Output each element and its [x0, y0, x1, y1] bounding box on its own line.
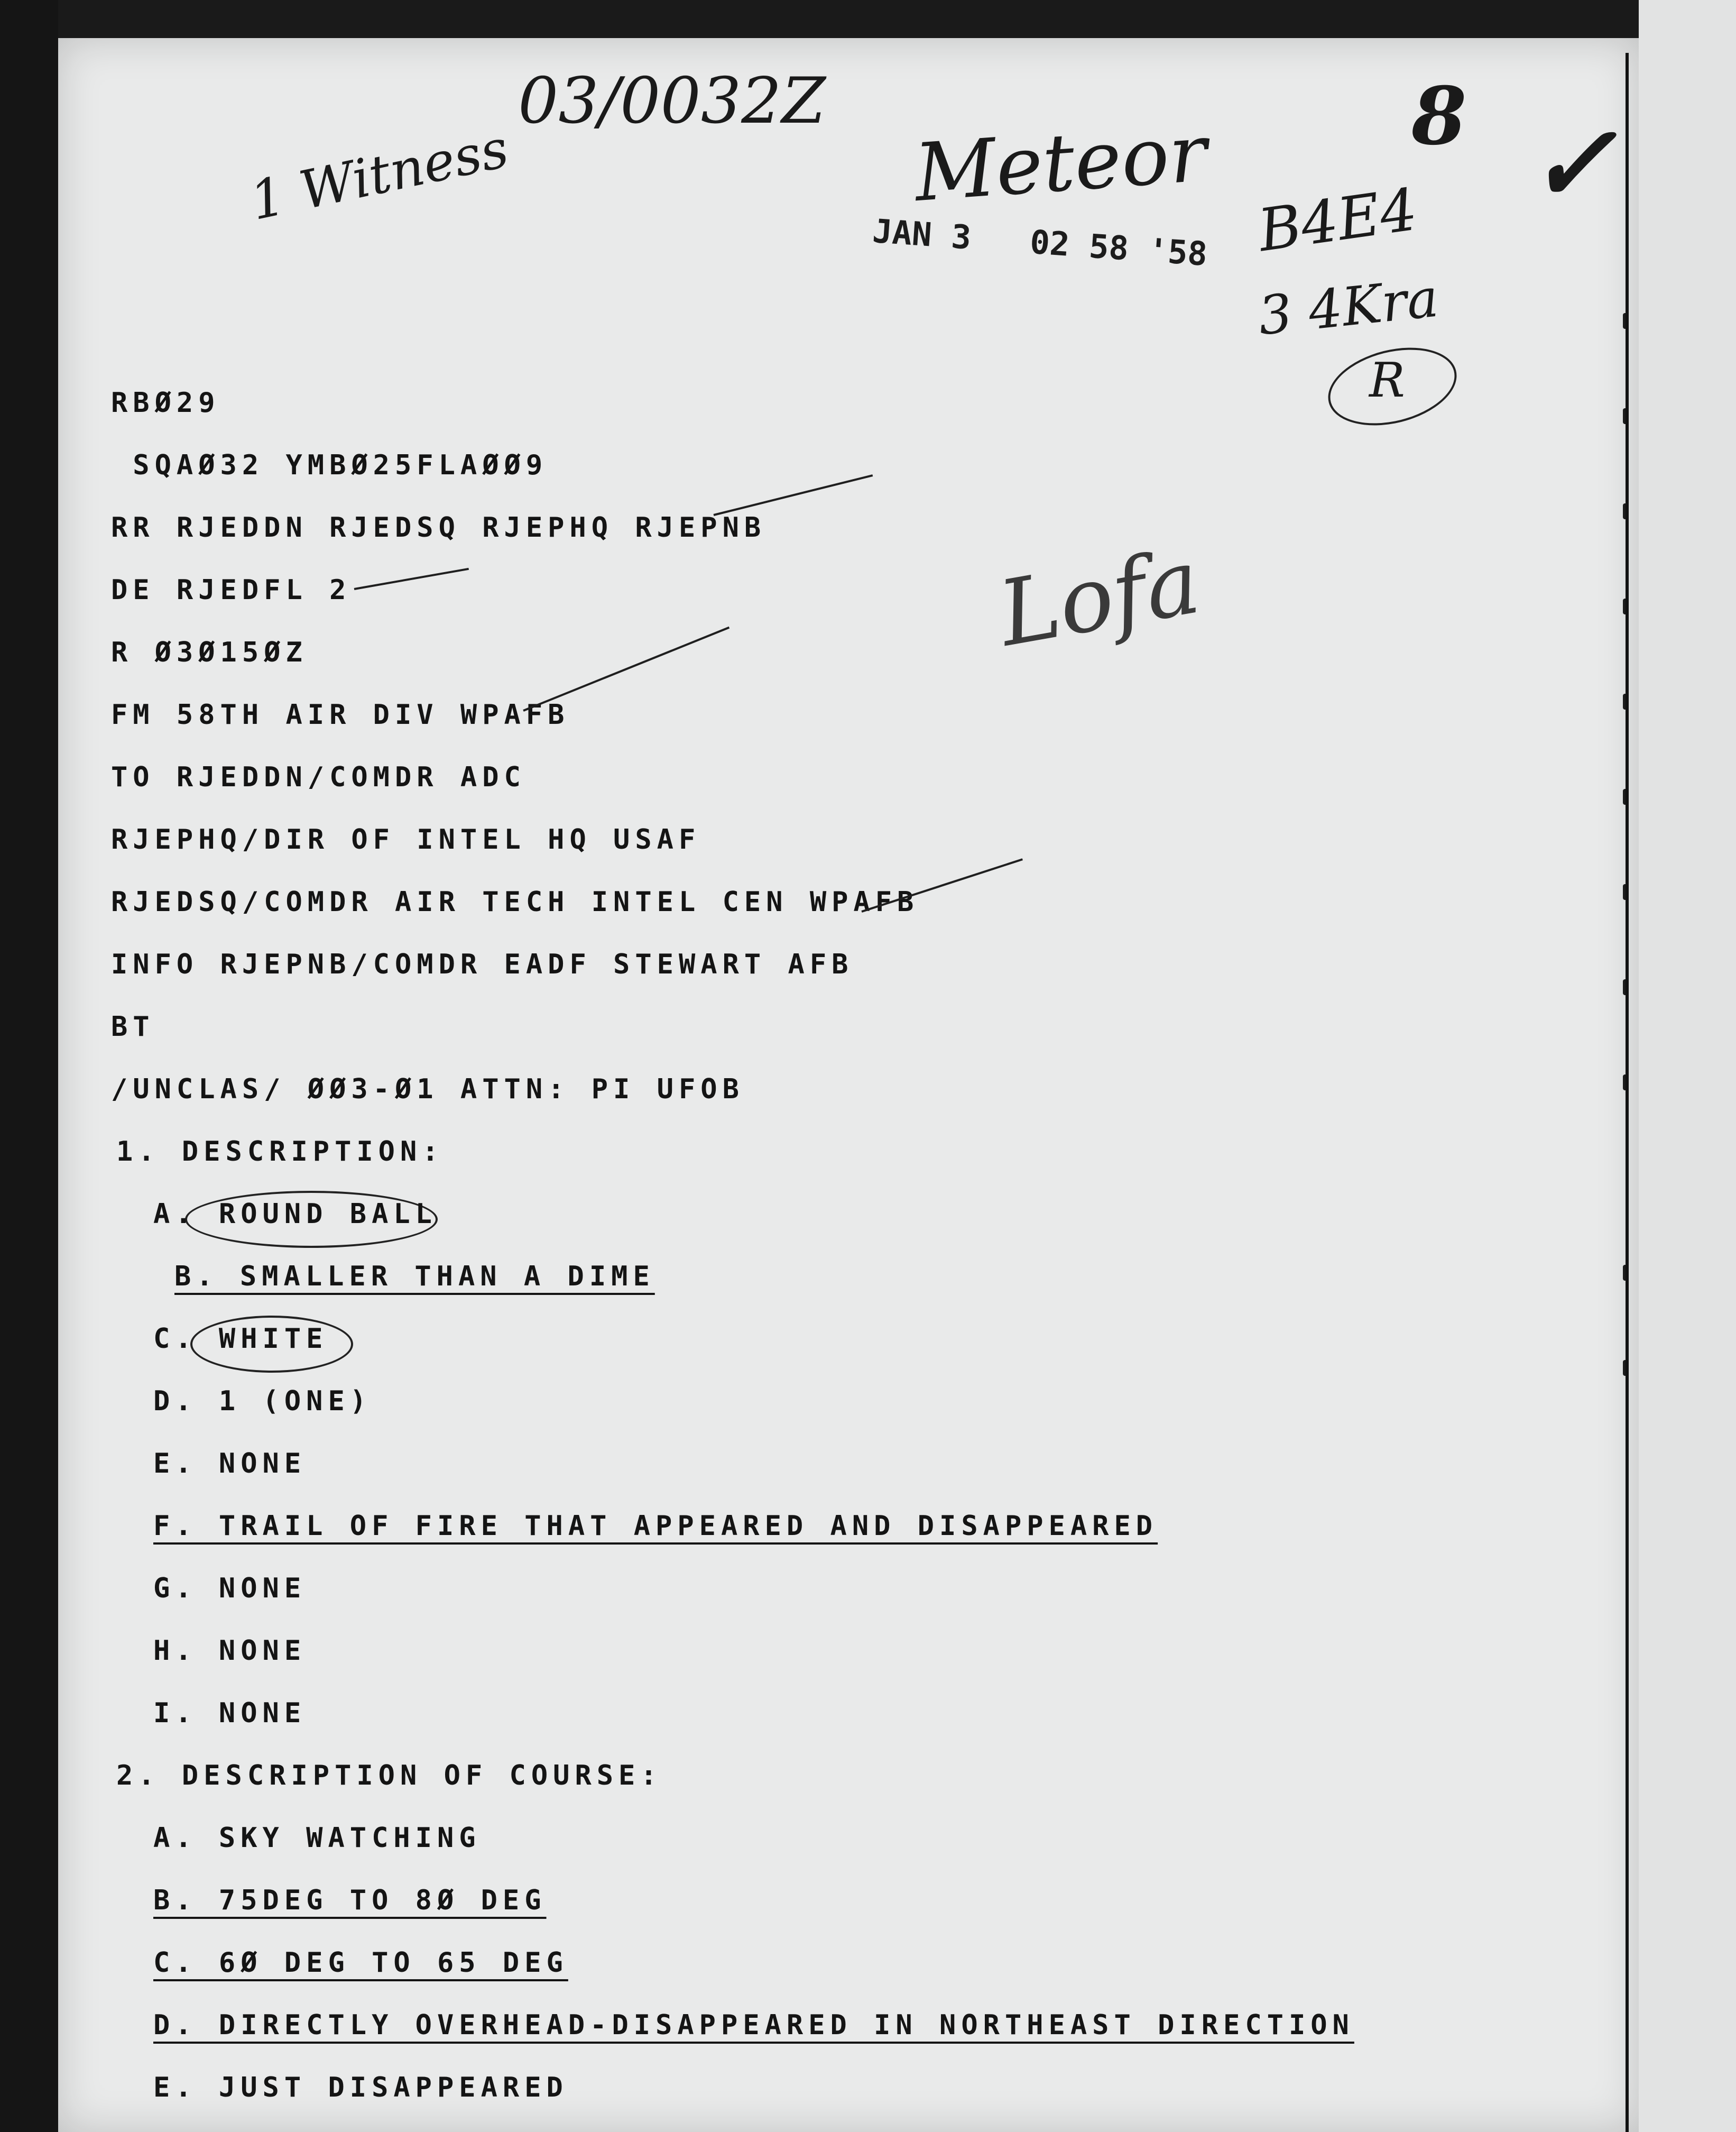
handwritten-meteor-note: Meteor [911, 107, 1210, 220]
film-border-right [1639, 0, 1736, 2132]
section1-item-d: D. 1 (ONE) [153, 1385, 372, 1417]
section2-heading: 2. DESCRIPTION OF COURSE: [116, 1760, 662, 1791]
section2-item-b: B. 75DEG TO 8Ø DEG [153, 1885, 547, 1916]
section1-item-c: C. WHITE [153, 1323, 328, 1355]
section1-item-h: H. NONE [153, 1635, 307, 1667]
info-line: INFO RJEPNB/COMDR EADF STEWART AFB [111, 949, 854, 980]
section1-item-a: A. ROUND BALL [153, 1198, 437, 1230]
handwritten-witness-note: 1 Witness [245, 117, 514, 233]
teletype-document [58, 38, 1639, 2132]
section1-item-b: B. SMALLER THAN A DIME [174, 1261, 655, 1292]
routing-line-2: SQAØ32 YMBØ25FLAØØ9 [111, 449, 548, 481]
classification-line: /UNCLAS/ ØØ3-Ø1 ATTN: PI UFOB [111, 1073, 744, 1105]
pen-stroke [523, 627, 730, 712]
handwritten-initials-note: R [1369, 353, 1405, 408]
section2-item-a: A. SKY WATCHING [153, 1822, 481, 1854]
section1-heading: 1. DESCRIPTION: [116, 1136, 444, 1168]
routing-line-5: R Ø3Ø15ØZ [111, 637, 308, 668]
handwritten-time-note: 03/0032Z [518, 65, 826, 138]
section1-item-g: G. NONE [153, 1573, 307, 1604]
received-date-stamp: JAN 3 02 58 '58 [871, 211, 1209, 274]
film-border-top [0, 0, 1736, 38]
right-margin-rule [1626, 53, 1629, 2132]
section1-item-f: F. TRAIL OF FIRE THAT APPEARED AND DISAPPEARED [153, 1510, 1158, 1542]
to-line: TO RJEDDN/COMDR ADC [111, 761, 526, 793]
addressee-line-3: RJEDSQ/COMDR AIR TECH INTEL CEN WPAFB [111, 886, 919, 918]
pen-stroke [714, 474, 873, 516]
from-line: FM 58TH AIR DIV WPAFB [111, 699, 570, 731]
section1-item-i: I. NONE [153, 1697, 307, 1729]
check-mark-icon: ✓ [1528, 102, 1617, 226]
pen-stroke [861, 858, 1023, 913]
handwritten-signature-note: Lofa [991, 529, 1207, 667]
handwritten-ref-note-1: B4E4 [1254, 175, 1421, 265]
pen-stroke [354, 568, 469, 590]
handwritten-ref-note-2: 3 4Kra [1255, 266, 1442, 347]
addressee-line-2: RJEPHQ/DIR OF INTEL HQ USAF [111, 824, 701, 856]
routing-line-3: RR RJEDDN RJEDSQ RJEPHQ RJEPNB [111, 512, 767, 544]
section2-item-d: D. DIRECTLY OVERHEAD-DISAPPEARED IN NORTHEAST DIRECTION [153, 2009, 1354, 2041]
routing-line-1: RBØ29 [111, 387, 220, 419]
routing-line-4: DE RJEDFL 2 [111, 574, 352, 606]
section2-item-c: C. 6Ø DEG TO 65 DEG [153, 1947, 568, 1979]
section2-item-e: E. JUST DISAPPEARED [153, 2072, 568, 2103]
film-border-left [0, 0, 58, 2132]
break-line: BT [111, 1011, 155, 1043]
section1-item-e: E. NONE [153, 1448, 307, 1479]
handwritten-number-note: 8 [1411, 70, 1467, 163]
